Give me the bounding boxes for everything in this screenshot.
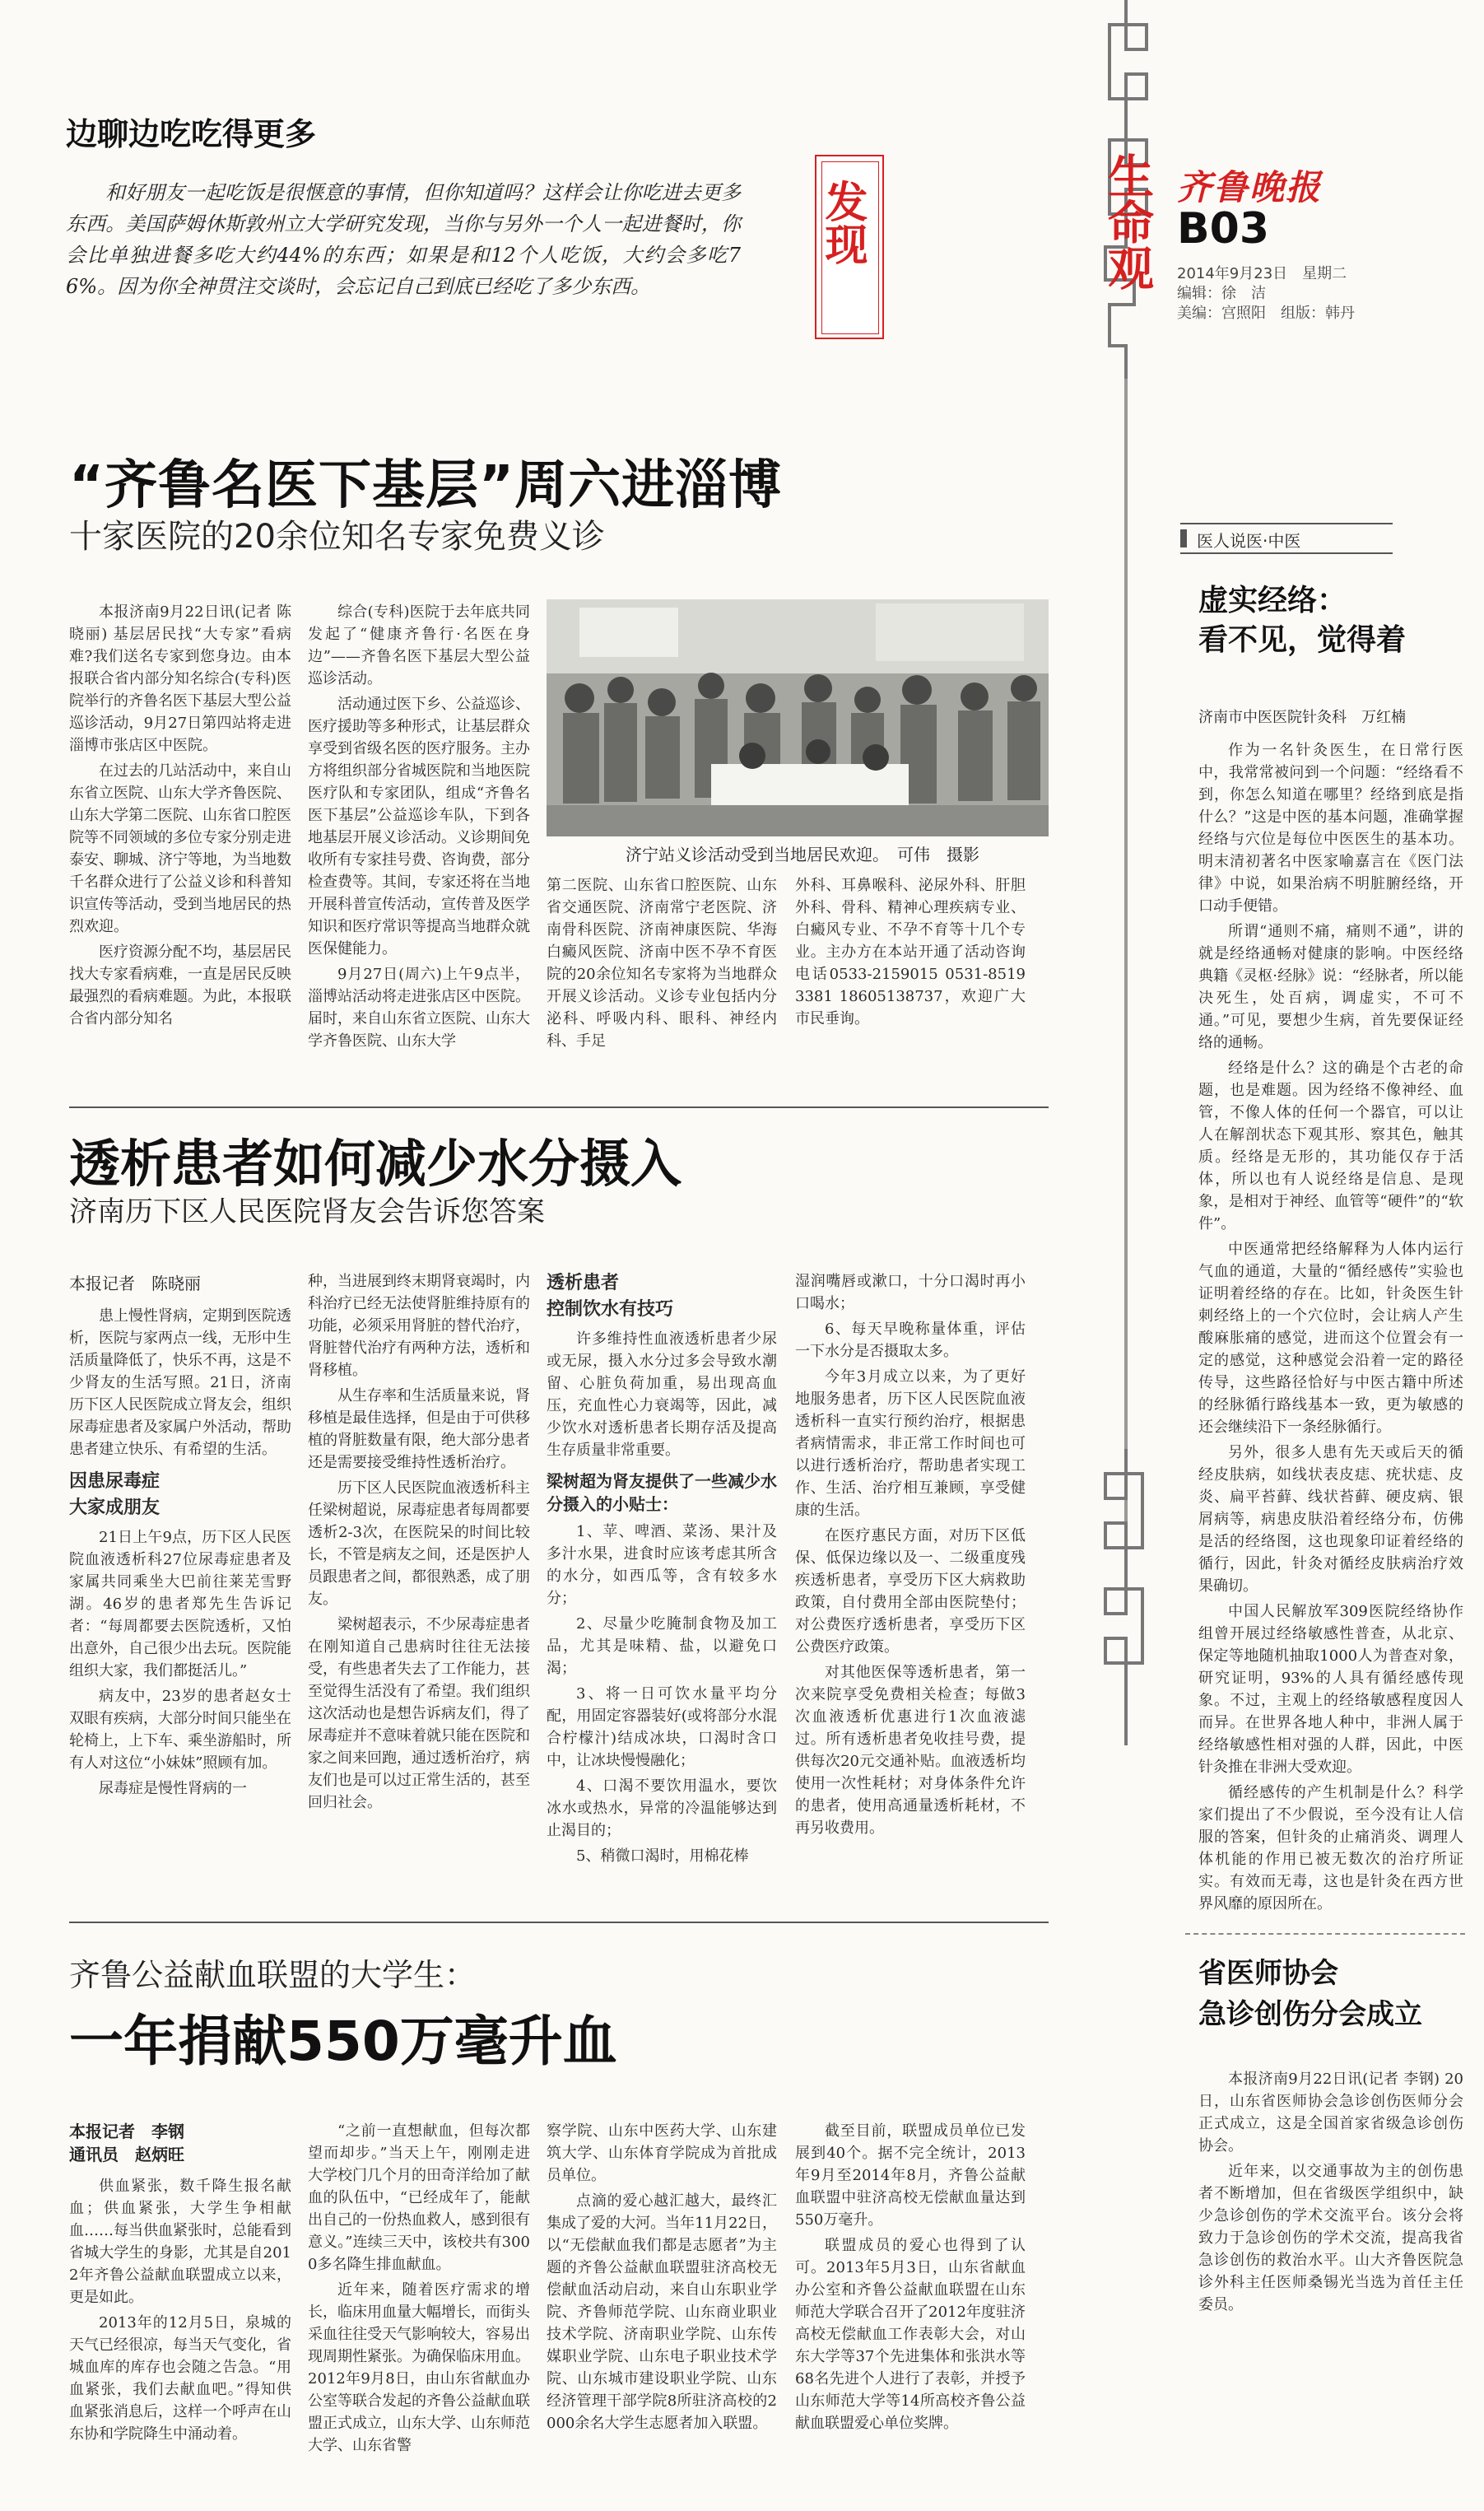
clinic-photo (547, 599, 1049, 836)
story3-byline: 本报记者 李钢 通讯员 赵炳旺 (69, 2122, 184, 2164)
story3-title: 一年捐献550万毫升血 (69, 2010, 617, 2073)
story1-col1 (69, 601, 291, 1128)
story2-subhead-1: 因患尿毒症 大家成朋友 (69, 1471, 160, 1518)
story2-subhead-3: 梁树超为肾友提供了一些减少水分摄入的小贴士： (547, 1471, 777, 1514)
paragraph: 中国人民解放军309医院经络协作组曾开展过经络敏感性普查，从北京、保定等地随机抽取1000人为普查对象，研究证明，93%的人具有循经感传现象。不过，主观上的经络敏感程度因人而异。在世界各地人种中，非洲人属于经络敏感性相对强的人群，因此，中医针灸推在非洲大受欢迎。 (1198, 1603, 1463, 1776)
paragraph: 湿润嘴唇或漱口，十分口渴时再小口喝水； (795, 1273, 1026, 1312)
paragraph: 历下区人民医院血液透析科主任梁树超说，尿毒症患者每周都要透析2-3次，在医院呆的时间比较长，不管是病友之间，还是医护人员跟患者之间，都很熟悉，成了朋友。 (308, 1479, 530, 1608)
paragraph: 1、苹、啤酒、菜汤、果汁及多汁水果，进食时应该考虑其所含的水分，如西瓜等，含有较多水分； (547, 1523, 777, 1607)
story1-col4 (795, 874, 1026, 1121)
story3-col4 (795, 2120, 1026, 2500)
story2-col4 (795, 1270, 1026, 1904)
story2-col1 (69, 1305, 291, 1906)
paragraph: 循经感传的产生机制是什么？科学家们提出了不少假说，至今没有让人信服的答案，但针灸的止痛消炎、调理人体机能的作用已被无数次的治疗所证实。有效而无毒，这也是针灸在西方世界风靡的原因所在。 (1198, 1784, 1463, 1912)
story2-subhead-2: 透析患者 控制饮水有技巧 (547, 1273, 674, 1320)
story1-col3 (547, 874, 777, 1121)
paragraph: 医疗资源分配不均，基层居民找大专家看病难，一直是居民反映最强烈的看病难题。为此，本报联合省内部分知名 (69, 943, 291, 1027)
paragraph: 点滴的爱心越汇越大，最终汇集成了爱的大河。当年11月22日，以“无偿献血我们都是志愿者”为主题的齐鲁公益献血联盟驻济高校无偿献血活动启动，来自山东职业学院、齐鲁师范学院、山东商业职业技术学院、济南职业学院、山东传媒职业学院、山东电子职业技术学院、山东城市建设职业学院、山东经济管理干部学院8所驻济高校的2000余名大学生志愿者加入联盟。 (547, 2192, 777, 2432)
issue-date: 2014年9月23日 星期二 (1177, 265, 1347, 282)
fret-border-bottom (1101, 1449, 1151, 1745)
story3-col1 (69, 2175, 291, 2500)
story3-col2 (308, 2120, 530, 2500)
paragraph: 患上慢性肾病，定期到医院透析，医院与家两点一线，无形中生活质量降低了，快乐不再，这是不少肾友的生活写照。21日，济南历下区人民医院成立肾友会，组织尿毒症患者及家属户外活动，帮助患者建立快乐、有希望的生活。 (69, 1307, 291, 1458)
paragraph: 3、将一日可饮水量平均分配，用固定容器装好(或将部分水混合柠檬汁)结成冰块，口渴时含口中，让冰块慢慢融化； (547, 1685, 777, 1769)
paragraph: 4、口渴不要饮用温水，要饮冰水或热水，异常的冷温能够达到止渴目的； (547, 1777, 777, 1839)
story2-byline: 本报记者 陈晓丽 (69, 1274, 201, 1293)
paragraph: 本报济南9月22日讯(记者 陈晓丽) 基层居民找“大专家”看病难?我们送名专家到您身边。由本报联合省内部分知名综合(专科)医院举行的齐鲁名医下基层大型公益巡诊活动，9月27日第四站将走进淄博市张店区中医院。 (69, 603, 291, 754)
paragraph: 5、稍微口渴时，用棉花棒 (576, 1847, 749, 1865)
story2-col2 (308, 1270, 530, 1904)
paragraph: 活动通过医下乡、公益巡诊、医疗援助等多种形式，让基层群众享受到省级名医的医疗服务。主办方将组织部分省城医院和当地医院医疗队和专家团队，组成“齐鲁名医下基层”公益巡诊车队，下到各地基层开展义诊活动。义诊期间免收所有专家挂号费、咨询费，部分检查费等。其间，专家还将在当地开展科普宣传活动，宣传普及医学知识和医疗常识等提高当地群众就医保健能力。 (308, 696, 530, 957)
side-column (1152, 0, 1484, 2511)
story3-col3 (547, 2120, 777, 2500)
paragraph: 在过去的几站活动中，来自山东省立医院、山东大学齐鲁医院、山东大学第二医院、山东省口腔医院等不同领域的多位专家分别走进泰安、聊城、济宁等地，为当地数千名群众进行了公益义诊和科普知识宣传等活动，受到当地居民的热烈欢迎。 (69, 762, 291, 935)
section-name: 生命观 (1100, 152, 1154, 291)
paragraph: 另外，很多人患有先天或后天的循经皮肤病，如线状表皮痣、疣状痣、皮炎、扁平苔藓、线状苔藓、硬皮病、银屑病等，病患皮肤沿着经络分布，仿佛是活的经络图，这也现象印证着经络的循行，因此，针灸对循经皮肤病治疗效果确切。 (1198, 1444, 1463, 1595)
paragraph: 21日上午9点，历下区人民医院血液透析科27位尿毒症患者及家属共同乘坐大巴前往莱芜雪野湖。46岁的患者郑先生告诉记者：“每周都要去医院透析，又怕出意外，自己很少出去玩。医院能组织大家，我们都挺活儿。” (69, 1529, 291, 1679)
story1-title: “齐鲁名医下基层”周六进淄博 (69, 455, 783, 516)
fret-line (1124, 379, 1128, 1531)
paragraph: 第二医院、山东省口腔医院、山东省交通医院、济南常宁老医院、济南骨科医院、济南神康医院、华海白癜风医院、济南中医不孕不育医院的20余位知名专家将为当地群众开展义诊活动。义诊专业包括内分泌科、呼吸内科、眼科、神经内科、手足 (547, 877, 777, 1050)
paragraph: 病友中，23岁的患者赵女士双眼有疾病，大部分时间只能坐在轮椅上，上下车、乘坐游船时，所有人对这位“小妹妹”照顾有加。 (69, 1688, 291, 1772)
paragraph: 察学院、山东中医药大学、山东建筑大学、山东体育学院成为首批成员单位。 (547, 2122, 777, 2184)
paragraph: 近年来，随着医疗需求的增长，临床用血量大幅增长，而街头采血往往受天气影响较大，容易出现周期性紧张。为确保临床用血。2012年9月8日，由山东省献血办公室等联合发起的齐鲁公益献血联盟正式成立，山东大学、山东师范大学、山东省警 (308, 2281, 530, 2454)
paragraph: 本报济南9月22日讯(记者 李钢) 20日，山东省医师协会急诊创伤医师分会正式成立，这是全国首家省级急诊创伤协会。 (1198, 2071, 1463, 2155)
column-tag-box (1180, 523, 1393, 554)
paragraph: 对其他医保等透析患者，第一次来院享受免费相关检查；每做3次血液透析优惠进行1次血液滤过。所有透析患者免收挂号费，提供每次20元交通补贴。血液透析均使用一次性耗材；对身体条件允许的患者，使用高通量透析耗材，不再另收费用。 (795, 1664, 1026, 1837)
paragraph: 截至目前，联盟成员单位已发展到40个。据不完全统计，2013年9月至2014年8月，齐鲁公益献血联盟中驻济高校无偿献血量达到550万毫升。 (795, 2122, 1026, 2229)
paragraph: 作为一名针灸医生，在日常行医中，我常常被问到一个问题：“经络看不到，你怎么知道在哪里？经络到底是指什么？”这是中医的基本问题，准确掌握经络与穴位是每位中医医生的基本功。明末清初著名中医家喻嘉言在《医门法律》中说，如果治病不明脏腑经络，开口动手便错。 (1198, 742, 1463, 915)
discovery-tag-label: 发现 (817, 179, 867, 265)
paragraph: 近年来，以交通事故为主的创伤患者不断增加，但在省级医学组织中，缺少急诊创伤的学术交流平台。该分会将致力于急诊创伤的学术交流，提高我省急诊创伤的救治水平。山大齐鲁医院急诊外科主任医师桑锡光当选为首任主任委员。 (1198, 2163, 1463, 2313)
story2-subtitle: 济南历下区人民医院肾友会告诉您答案 (69, 1195, 545, 1228)
paragraph: 外科、耳鼻喉科、泌尿外科、肝胆外科、骨科、精神心理疾病专业、白癜风专业、不孕不育等十几个专业。主办方在本站开通了活动咨询电话0533-2159015 0531-85193381 18605138737，欢迎广大市民垂询。 (795, 877, 1026, 1027)
paragraph: 在医疗惠民方面，对历下区低保、低保边缘以及一、二级重度残疾透析患者，享受历下区大病救助政策，自付费用全部由医院垫付；对公费医疗透析患者，享受历下区公费医疗政策。 (795, 1527, 1026, 1656)
paragraph: 尿毒症是慢性肾病的一 (99, 1780, 247, 1797)
discovery-tag (815, 155, 884, 339)
paragraph: 种，当进展到终末期肾衰竭时，内科治疗已经无法使肾脏维持原有的功能，必须采用肾脏的替代治疗，肾脏替代治疗有两种方法，透析和肾移植。 (308, 1273, 530, 1379)
paragraph: 综合(专科)医院于去年底共同发起了“健康齐鲁行·名医在身边”——齐鲁名医下基层大型公益巡诊活动。 (308, 603, 530, 687)
paragraph: 梁树超表示，不少尿毒症患者在刚知道自己患病时往往无法接受，有些患者失去了工作能力，甚至觉得生活没有了希望。我们组织这次活动也是想告诉病友们，得了尿毒症并不意味着就只能在医院和家之间来回跑，通过透析治疗，病友们也是可以过正常生活的，甚至回归社会。 (308, 1616, 530, 1811)
paragraph: 9月27日(周六)上午9点半，淄博站活动将走进张店区中医院。届时，来自山东省立医院、山东大学齐鲁医院、山东大学 (308, 966, 530, 1050)
paragraph: 今年3月成立以来，为了更好地服务患者，历下区人民医院血液透析科一直实行预约治疗，根据患者病情需求，非正常工作时间也可以进行透析治疗，帮助患者实现工作、生活、治疗相互兼顾，享受健康的生活。 (795, 1368, 1026, 1519)
clinic-photo-illustration (547, 599, 1049, 836)
side1-author: 济南市中医医院针灸科 万红楠 (1198, 709, 1406, 726)
side2-body (1198, 2068, 1463, 2496)
story2-title: 透析患者如何减少水分摄入 (69, 1134, 682, 1194)
story1-col2 (308, 601, 530, 1128)
story2-col3 (547, 1270, 777, 1904)
page-number: B03 (1177, 204, 1269, 254)
top-story-title: 边聊边吃吃得更多 (66, 116, 317, 152)
side1-title: 虚实经络： 看不见，觉得着 (1198, 584, 1407, 657)
editor-line: 编辑：徐 洁 (1177, 285, 1266, 302)
paragraph: 经络是什么？这的确是个古老的命题，也是难题。因为经络不像神经、血管，不像人体的任何一个器官，可以让人在解剖状态下观其形、察其色，触其质。经络是无形的，其功能仅存于活体，所以也有人说经络是信息、是现象，是相对于神经、血管等“硬件”的“软件”。 (1198, 1060, 1463, 1232)
photo-caption: 济宁站义诊活动受到当地居民欢迎。 可伟 摄影 (626, 845, 979, 864)
paragraph: 联盟成员的爱心也得到了认可。2013年5月3日，山东省献血办公室和齐鲁公益献血联盟在山东师范大学联合召开了2012年度驻济高校无偿献血工作表彰大会，对山东大学等37个先进集体和张洪水等68名先进个人进行了表彰，并授予山东师范大学等14所高校齐鲁公益献血联盟爱心单位奖牌。 (795, 2237, 1026, 2432)
paragraph: 中医通常把经络解释为人体内运行气血的通道，大量的“循经感传”实验也证明着经络的存在。比如，针灸医生针刺经络上的一个穴位时，会让病人产生酸麻胀痛的感觉，进而这个位置会有一定的感觉，这种感觉会沿着一定的路径传导，这些路径恰好与中医古籍中所述的经脉循行路线基本一致，更为敏感的还会继续沿下一条经脉循行。 (1198, 1241, 1463, 1436)
paragraph: 所谓“通则不痛，痛则不通”，讲的就是经络通畅对健康的影响。中医经络典籍《灵枢·经脉》说：“经脉者，所以能决死生，处百病，调虚实，不可不通。”可见，要想少生病，首先要保证经络的通畅。 (1198, 923, 1463, 1051)
paragraph: 2013年的12月5日，泉城的天气已经很凉，每当天气变化，省城血库的库存也会随之告急。“用血紧张，我们去献血吧。”得知供血紧张消息后，这样一个呼声在山东协和学院降生中涌动着。 (69, 2314, 291, 2443)
column-tag: 医人说医·中医 (1197, 531, 1301, 551)
paragraph: “之前一直想献血，但每次都望而却步。”当天上午，刚刚走进大学校门几个月的田奇洋给加了献血的队伍中，“已经成年了，能献出自己的一份热血救人，感到很有意义。”连续三天中，该校共有3000多名降生排血献血。 (308, 2122, 530, 2273)
story1-subtitle: 十家医院的20余位知名专家免费义诊 (69, 518, 605, 556)
column-tag-marker (1180, 529, 1187, 547)
divider (69, 1922, 1049, 1923)
paragraph: 2、尽量少吃腌制食物及加工品，尤其是味精、盐，以避免口渴； (547, 1615, 777, 1677)
side1-body (1198, 739, 1463, 1925)
side2-title: 省医师协会 急诊创伤分会成立 (1198, 1957, 1422, 2031)
paragraph: 6、每天早晚称量体重，评估一下水分是否摄取太多。 (795, 1321, 1026, 1360)
design-line: 美编：宫照阳 组版：韩丹 (1177, 305, 1355, 322)
newspaper-logo: 齐鲁晚报 (1177, 167, 1323, 207)
paragraph: 从生存率和生活质量来说，肾移植是最佳选择，但是由于可供移植的肾脏数量有限，绝大部分患者还是需要接受维持性透析治疗。 (308, 1387, 530, 1471)
paragraph: 许多维持性血液透析患者少尿或无尿，摄入水分过多会导致水潮留、心脏负荷加重，易出现高血压，充血性心力衰竭等，因此，减少饮水对透析患者长期存活及提高生存质量非常重要。 (547, 1330, 777, 1459)
story3-kicker: 齐鲁公益献血联盟的大学生： (69, 1957, 477, 1993)
top-story-body: 和好朋友一起吃饭是很惬意的事情，但你知道吗？这样会让你吃进去更多东西。美国萨姆休斯敦州立大学研究发现，当你与另外一个人一起进餐时，你会比单独进餐多吃大约44%的东西；如果是和12个人吃饭，大约会多吃76%。因为你全神贯注交谈时，会忘记自己到底已经吃了多少东西。 (66, 181, 741, 298)
divider (69, 1106, 1049, 1108)
paragraph: 供血紧张，数千降生报名献血；供血紧张，大学生争相献血……每当供血紧张时，总能看到省城大学生的身影，尤其是自2012年齐鲁公益献血联盟成立以来，更是如此。 (69, 2178, 291, 2306)
side-divider (1185, 1933, 1465, 1935)
